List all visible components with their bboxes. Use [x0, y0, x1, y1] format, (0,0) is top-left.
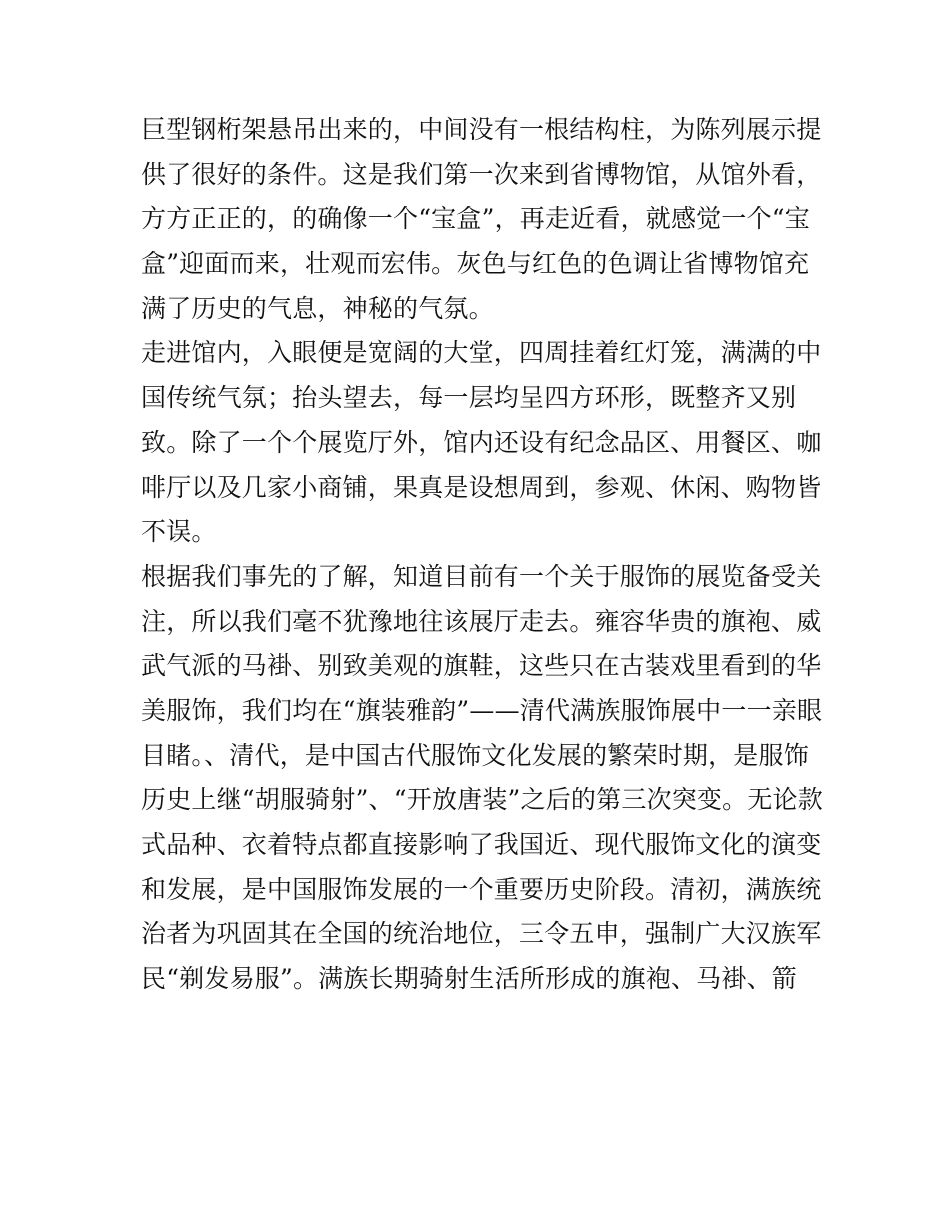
text-line: 注，所以我们毫不犹豫地往该展厅走去。雍容华贵的旗袍、威: [141, 606, 822, 636]
paragraph-museum-interior: [141, 331, 822, 554]
text-line: 美服饰，我们均在“旗装雅韵”——清代满族服饰展中一一亲眼: [141, 695, 823, 725]
text-line: 和发展，是中国服饰发展的一个重要历史阶段。清初，满族统: [141, 874, 822, 904]
paragraph-costume-exhibition: [141, 555, 823, 1002]
text-line: 国传统气氛；抬头望去，每一层均呈四方环形，既整齐又别: [141, 383, 797, 413]
text-line: 供了很好的条件。这是我们第一次来到省博物馆，从馆外看，: [141, 159, 822, 189]
text-line: 方方正正的，的确像一个“宝盒”，再走近看，就感觉一个“宝: [141, 204, 810, 234]
text-line: 历史上继“胡服骑射”、“开放唐装”之后的第三次突变。无论款: [141, 785, 823, 815]
text-line: 根据我们事先的了解，知道目前有一个关于服饰的展览备受关: [141, 561, 822, 591]
text-line: 民“剃发易服”。满族长期骑射生活所形成的旗袍、马褂、箭: [141, 964, 797, 994]
text-line: 啡厅以及几家小商铺，果真是设想周到，参观、休闲、购物皆: [141, 472, 822, 502]
text-line: 巨型钢桁架悬吊出来的，中间没有一根结构柱，为陈列展示提: [141, 115, 822, 144]
text-line: 盒”迎面而来，壮观而宏伟。灰色与红色的色调让省博物馆充: [141, 249, 810, 279]
text-line: 式品种、衣着特点都直接影响了我国近、现代服饰文化的演变: [141, 830, 822, 859]
text-line: 走进馆内，入眼便是宽阔的大堂，四周挂着红灯笼，满满的中: [141, 338, 822, 368]
text-line: 目睹。、清代，是中国古代服饰文化发展的繁荣时期，是服饰: [141, 740, 809, 770]
text-line: 治者为巩固其在全国的统治地位，三令五申，强制广大汉族军: [141, 919, 822, 949]
text-line: 致。除了一个个展览厅外，馆内还设有纪念品区、用餐区、咖: [141, 427, 822, 457]
document-page: [141, 108, 823, 1002]
text-line: 武气派的马褂、别致美观的旗鞋，这些只在古装戏里看到的华: [141, 651, 822, 681]
paragraph-museum-exterior: [141, 108, 822, 331]
text-line: 满了历史的气息，神秘的气氛。: [141, 293, 494, 323]
text-line: 不误。: [141, 517, 217, 547]
